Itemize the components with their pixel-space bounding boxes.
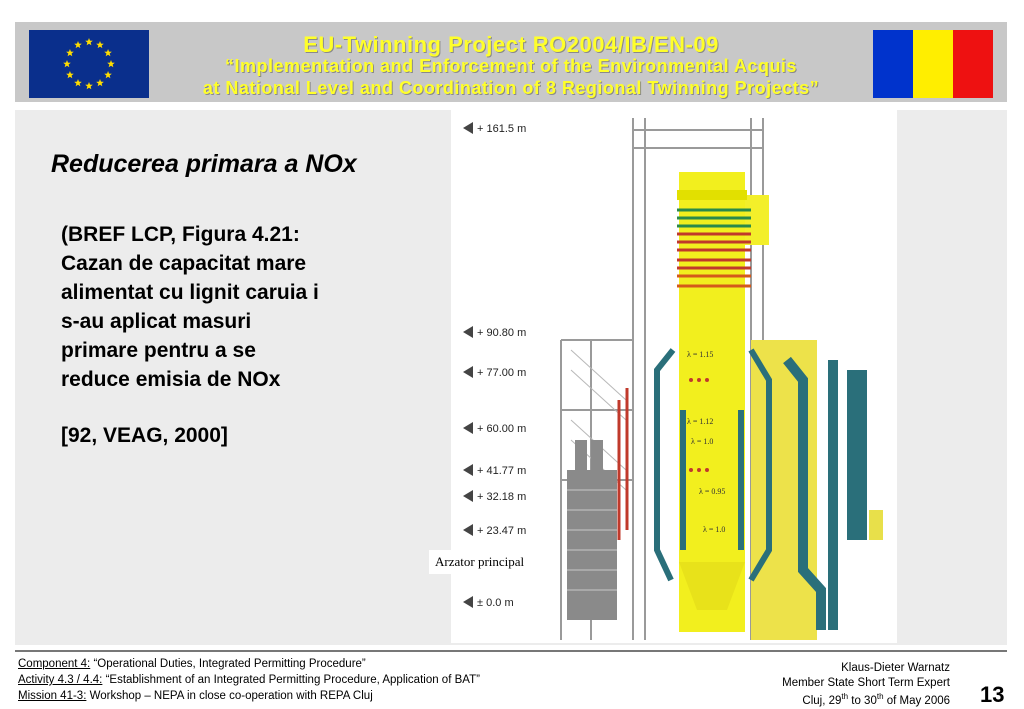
eu-star-icon [74,79,82,86]
mission-label: Mission 41-3: [18,690,87,702]
mission-text: Workshop – NEPA in close co-operation with REPA Cluj [86,690,373,702]
body-text-line: s-au aplicat masuri [61,310,252,333]
level-label: + 77.00 m [477,367,527,379]
body-text-line: primare pentru a se [61,339,256,362]
level-label: + 90.80 m [477,327,527,339]
lambda-label: λ = 0.95 [699,487,726,496]
eu-star-icon [96,41,104,48]
romania-flag-icon [873,30,993,98]
reference-text: [92, VEAG, 2000] [61,424,228,447]
slide-content [15,110,1007,645]
page-number: 13 [980,682,1005,707]
lambda-label: λ = 1.0 [691,437,714,446]
eu-star-icon [104,71,112,78]
presentation-date: Cluj, 29th to 30th of May 2006 [802,692,950,707]
eu-star-icon [96,79,104,86]
eu-star-icon [66,49,74,56]
level-label: + 161.5 m [477,123,527,135]
footer-activity [18,674,480,686]
body-text-line: alimentat cu lignit caruia i [61,281,319,304]
eu-star-icon [85,38,93,45]
footer-component [18,658,366,670]
author-role: Member State Short Term Expert [782,677,950,689]
project-subtitle-line1: “Implementation and Enforcement of the Environmental Acquis [225,56,797,76]
eu-star-icon [85,82,93,89]
boiler-figure [435,110,897,643]
footer-divider [15,650,1007,652]
author-name: Klaus-Dieter Warnatz [841,662,950,674]
level-label: ± 0.0 m [477,597,514,609]
level-label: + 23.47 m [477,525,527,537]
slide-title: Reducerea primara a NOx [51,150,357,178]
project-subtitle-line2: at National Level and Coordination of 8 Regional Twinning Projects” [202,78,820,98]
eu-star-icon [104,49,112,56]
body-text-line: Cazan de capacitat mare [61,252,307,275]
lambda-label: λ = 1.0 [703,525,726,534]
burner-caption: Arzator principal [429,550,530,574]
level-label: + 41.77 m [477,465,527,477]
activity-text: “Establishment of an Integrated Permitting Procedure, Application of BAT” [102,674,480,686]
eu-star-icon [66,71,74,78]
activity-label: Activity 4.3 / 4.4: [18,674,103,686]
eu-flag-icon [29,30,149,98]
body-text-line: (BREF LCP, Figura 4.21: [61,223,300,246]
component-label: Component 4: [18,658,91,670]
lambda-label: λ = 1.15 [687,350,714,359]
header-banner [15,22,1007,102]
eu-star-icon [74,41,82,48]
eu-star-icon [107,60,115,67]
body-text-line: reduce emisia de NOx [61,368,281,391]
level-label: + 32.18 m [477,491,527,503]
footer-mission [18,690,373,702]
level-label: + 60.00 m [477,423,527,435]
lambda-label: λ = 1.12 [687,417,714,426]
eu-star-icon [63,60,71,67]
project-title: EU-Twinning Project RO2004/IB/EN-09 [303,32,719,57]
component-text: “Operational Duties, Integrated Permitting Procedure” [90,658,366,670]
